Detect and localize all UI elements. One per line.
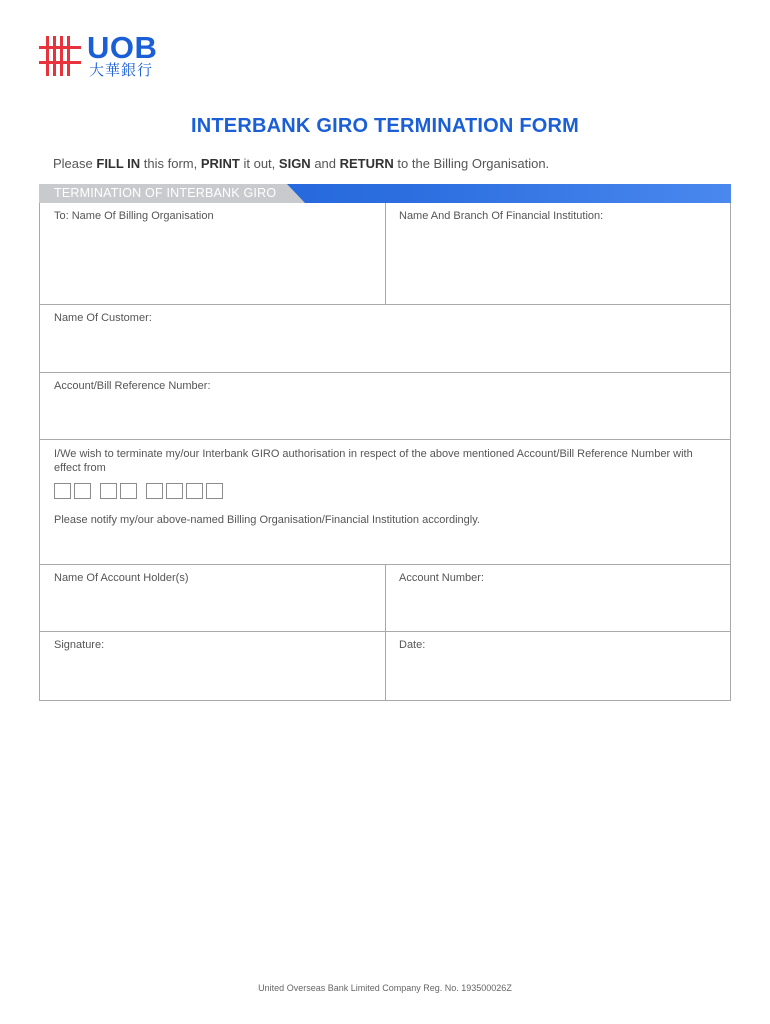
- uob-logo: [39, 30, 169, 83]
- instruction-text-4: and: [310, 156, 340, 171]
- instruction-text-3: it out,: [239, 156, 279, 171]
- date-box-month-2[interactable]: [120, 483, 137, 499]
- billing-organisation-label: To: Name Of Billing Organisation: [54, 210, 214, 222]
- form-title: INTERBANK GIRO TERMINATION FORM: [190, 115, 580, 137]
- financial-institution-field[interactable]: [386, 203, 730, 304]
- date-box-year-2[interactable]: [166, 483, 183, 499]
- termination-text: I/We wish to terminate my/our Interbank GIRO authorisation in respect of the above mentioned Account/Bill Reference Number with effect from: [54, 448, 693, 474]
- date-box-year-3[interactable]: [186, 483, 203, 499]
- termination-statement: [40, 440, 730, 564]
- form-instruction: [53, 156, 549, 171]
- instruction-text-2: this form,: [140, 156, 201, 171]
- billing-organisation-field[interactable]: [40, 203, 386, 304]
- instruction-text-5: to the Billing Organisation.: [393, 156, 550, 171]
- account-holder-label: Name Of Account Holder(s): [54, 572, 189, 584]
- form-row-billing: [40, 203, 730, 304]
- date-box-day-2[interactable]: [74, 483, 91, 499]
- form-row-terminate: [40, 439, 730, 564]
- signature-field[interactable]: [40, 632, 386, 700]
- uob-brand-text: UOB: [87, 30, 158, 65]
- footer-company-reg: United Overseas Bank Limited Company Reg. No. 193500026Z: [258, 983, 512, 993]
- section-title: TERMINATION OF INTERBANK GIRO: [54, 186, 277, 200]
- effective-date-boxes: [54, 483, 716, 499]
- notify-text: Please notify my/our above-named Billing Organisation/Financial Institution accordingly.: [54, 514, 480, 526]
- uob-mark-icon: [39, 35, 81, 77]
- customer-name-label: Name Of Customer:: [54, 312, 152, 324]
- account-reference-label: Account/Bill Reference Number:: [54, 380, 211, 392]
- termination-form: [39, 203, 731, 701]
- instruction-return: RETURN: [339, 156, 394, 171]
- form-row-account-ref: [40, 372, 730, 439]
- instruction-text-1: Please: [53, 156, 97, 171]
- form-row-holder: [40, 564, 730, 631]
- financial-institution-label: Name And Branch Of Financial Institution:: [399, 210, 604, 222]
- form-row-signature: [40, 631, 730, 700]
- signature-label: Signature:: [54, 639, 105, 651]
- instruction-fill-in: FILL IN: [96, 156, 141, 171]
- account-number-field[interactable]: [386, 565, 730, 631]
- date-box-day-1[interactable]: [54, 483, 71, 499]
- date-label: Date:: [399, 639, 426, 651]
- date-field[interactable]: [386, 632, 730, 700]
- date-box-year-1[interactable]: [146, 483, 163, 499]
- form-row-customer: [40, 304, 730, 372]
- account-number-label: Account Number:: [399, 572, 484, 584]
- section-banner: [39, 184, 731, 203]
- account-holder-field[interactable]: [40, 565, 386, 631]
- date-box-month-1[interactable]: [100, 483, 117, 499]
- instruction-sign: SIGN: [278, 156, 311, 171]
- date-box-year-4[interactable]: [206, 483, 223, 499]
- instruction-print: PRINT: [200, 156, 240, 171]
- account-reference-field[interactable]: [40, 373, 730, 439]
- customer-name-field[interactable]: [40, 305, 730, 372]
- uob-chinese-name: 大華銀行: [89, 61, 154, 79]
